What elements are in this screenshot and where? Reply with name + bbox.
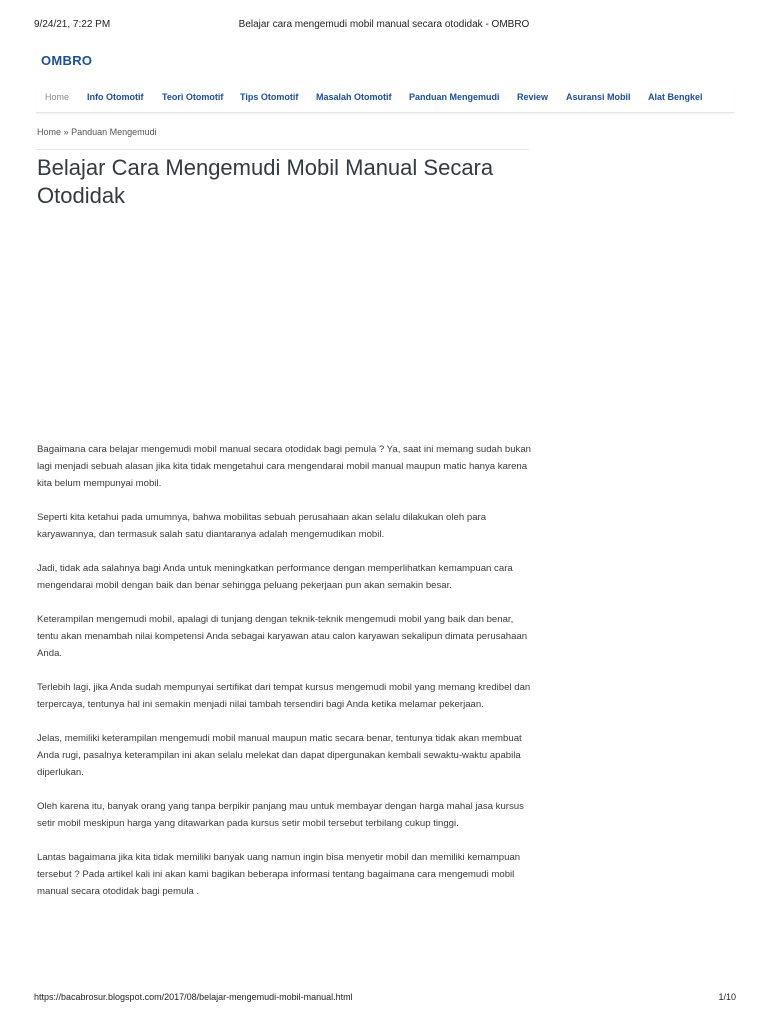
post-paragraph: Seperti kita ketahui pada umumnya, bahwa mobilitas sebuah perusahaan akan selalu dilakukan oleh para karyawannya, dan termasuk salah satu diantaranya adalah mengemudikan mobil. — [37, 512, 487, 540]
print-url: https://bacabrosur.blogspot.com/2017/08/belajar-mengemudi-mobil-manual.html — [34, 992, 353, 1002]
post-paragraph: Keterampilan mengemudi mobil, apalagi di tunjang dengan teknik-teknik mengemudi mobil yang baik dan benar, tentu akan menambah nilai kompetensi Anda sebagai karyawan atau calon karyawan sekalipun dimata perusahaan Anda. — [37, 614, 528, 659]
ad-space — [37, 222, 527, 422]
nav-item-info-otomotif[interactable]: Info Otomotif — [87, 92, 144, 102]
nav-item-home[interactable]: Home — [45, 92, 70, 102]
breadcrumb-separator: » — [63, 127, 69, 137]
print-datetime: 9/24/21, 7:22 PM — [34, 19, 111, 30]
post-paragraph: Terlebih lagi, jika Anda sudah mempunyai sertifikat dari tempat kursus mengemudi mobil yang memang kredibel dan terpercaya, tentunya hal ini semakin menjadi nilai tambah tersendiri bagi Anda ketika melamar pekerjaan. — [37, 682, 531, 710]
nav-item-tips-otomotif[interactable]: Tips Otomotif — [240, 92, 299, 102]
site-logo[interactable]: OMBRO — [41, 53, 93, 68]
breadcrumb — [37, 127, 157, 137]
nav-item-alat-bengkel[interactable]: Alat Bengkel — [648, 92, 703, 102]
post-paragraph: Bagaimana cara belajar mengemudi mobil manual secara otodidak bagi pemula ? Ya, saat ini memang sudah bukan lagi menjadi sebuah alasan jika kita tidak mengetahui cara mengendarai mobil manual maupun matic hanya karena kita belum mempunyai mobil. — [37, 444, 532, 489]
nav-item-teori-otomotif[interactable]: Teori Otomotif — [162, 92, 224, 102]
post-body — [37, 441, 537, 917]
nav-item-masalah-otomotif[interactable]: Masalah Otomotif — [316, 92, 392, 102]
breadcrumb-current: Panduan Mengemudi — [71, 127, 157, 137]
post-paragraph: Jadi, tidak ada salahnya bagi Anda untuk meningkatkan performance dengan memperlihatkan kemampuan cara mengendarai mobil dengan baik dan benar sehingga peluang pekerjaan pun akan semakin besar. — [37, 563, 513, 591]
main-nav — [36, 82, 734, 113]
nav-item-asuransi-mobil[interactable]: Asuransi Mobil — [566, 92, 631, 102]
breadcrumb-divider — [36, 149, 529, 150]
print-page-number: 1/10 — [718, 992, 736, 1002]
nav-item-panduan-mengemudi[interactable]: Panduan Mengemudi — [409, 92, 500, 102]
breadcrumb-home-link[interactable]: Home — [37, 127, 62, 137]
post-paragraph: Jelas, memiliki keterampilan mengemudi mobil manual maupun matic secara benar, tentunya tidak akan membuat Anda rugi, pasalnya keterampilan ini akan selalu melekat dan dapat dipergunakan kembali sewaktu-waktu apabila diperlukan. — [37, 733, 522, 778]
post-title: Belajar Cara Mengemudi Mobil Manual Secara Otodidak — [37, 155, 494, 208]
post-paragraph: Oleh karena itu, banyak orang yang tanpa berpikir panjang mau untuk membayar dengan harga mahal jasa kursus setir mobil meskipun harga yang ditawarkan pada kursus setir mobil tersebut terbilang cukup tinggi. — [37, 801, 524, 829]
nav-item-review[interactable]: Review — [517, 92, 549, 102]
print-document-title: Belajar cara mengemudi mobil manual secara otodidak - OMBRO — [238, 19, 530, 30]
post-paragraph: Lantas bagaimana jika kita tidak memiliki banyak uang namun ingin bisa menyetir mobil dan memiliki kemampuan tersebut ? Pada artikel kali ini akan kami bagikan beberapa informasi tentang bagaimana cara mengemudi mobil manual secara otodidak bagi pemula . — [37, 852, 521, 897]
print-header — [34, 19, 734, 33]
print-footer — [34, 992, 736, 1006]
